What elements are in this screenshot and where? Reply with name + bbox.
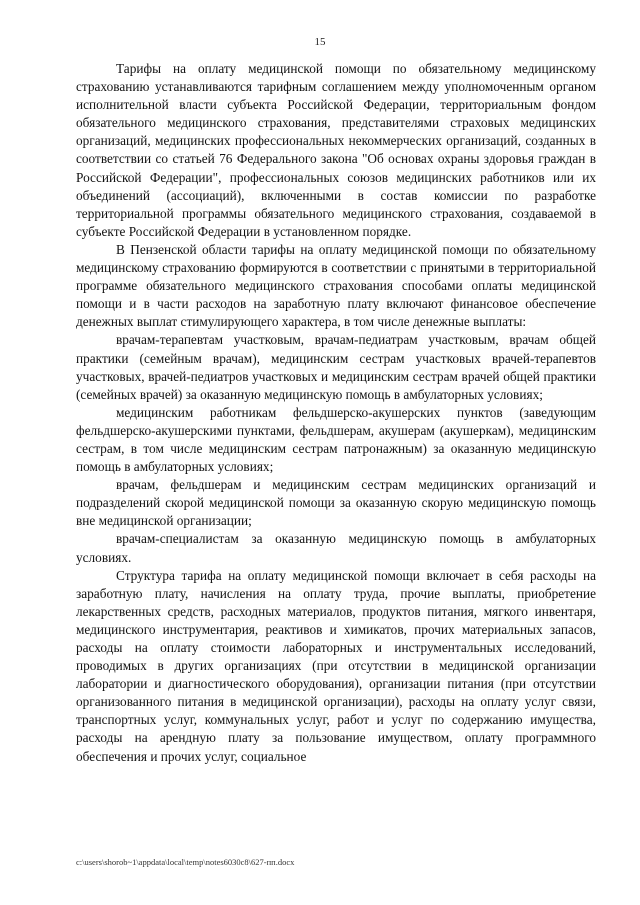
paragraph-specialists: врачам-специалистам за оказанную медицинскую помощь в амбулаторных условиях. bbox=[76, 531, 596, 565]
document-body bbox=[76, 60, 596, 766]
paragraph-feldsher-stations: медицинским работникам фельдшерско-акушерских пунктов (заведующим фельдшерско-акушерскими пунктами, фельдшерам, акушерам (акушеркам), медицинским сестрам, в том числе медицинским сестрам патронажным) за оказанную медицинскую помощь в амбулаторных условиях; bbox=[76, 404, 596, 475]
paragraph-emergency-care: врачам, фельдшерам и медицинским сестрам медицинских организаций и подразделений скорой медицинской помощи за оказанную скорую медицинскую помощь вне медицинской организации; bbox=[76, 477, 596, 529]
paragraph-tariff-structure: Структура тарифа на оплату медицинской помощи включает в себя расходы на заработную плату, начисления на оплату труда, прочие выплаты, приобретение лекарственных средств, расходных материалов, продуктов питания, мягкого инвентаря, медицинского инструментария, реактивов и химикатов, прочих материальных запасов, расходы на оплату стоимости лабораторных и инструментальных исследований, проводимых в других организациях (при отсутствии в медицинской организации лаборатории и диагностического оборудования), организации питания (при отсутствии организованного питания в медицинской организации), расходы на оплату услуг связи, транспортных услуг, коммунальных услуг, работ и услуг по содержанию имущества, расходы на арендную плату за пользование имуществом, оплату программного обеспечения и прочих услуг, социальное bbox=[76, 567, 596, 764]
paragraph-tariff-agreement: Тарифы на оплату медицинской помощи по обязательному медицинскому страхованию устанавливаются тарифным соглашением между уполномоченным органом исполнительной власти субъекта Российской Федерации, территориальным фондом обязательного медицинского страхования, представителями страховых медицинских организаций, медицинских профессиональных некоммерческих организаций, созданных в соответствии со статьей 76 Федерального закона "Об основах охраны здоровья граждан в Российской Федерации", профессиональных союзов медицинских работников или их объединений (ассоциаций), включенными в состав комиссии по разработке территориальной программы обязательного медицинского страхования, создаваемой в субъекте Российской Федерации в установленном порядке. bbox=[76, 61, 596, 239]
paragraph-penza-tariffs: В Пензенской области тарифы на оплату медицинской помощи по обязательному медицинскому страхованию формируются в соответствии с принятыми в территориальной программе обязательного медицинского страхования способами оплаты медицинской помощи и в части расходов на заработную плату включают финансовое обеспечение денежных выплат стимулирующего характера, в том числе денежные выплаты: bbox=[76, 241, 596, 330]
file-path-footer: c:\users\shorob~1\appdata\local\temp\notes6030c8\627-пп.docx bbox=[76, 857, 295, 867]
page-number: 15 bbox=[314, 36, 326, 48]
paragraph-district-doctors: врачам-терапевтам участковым, врачам-педиатрам участковым, врачам общей практики (семейным врачам), медицинским сестрам участковых врачей-терапевтов участковых, врачей-педиатров участковых и медицинским сестрам врачей общей практики (семейных врачей) за оказанную медицинскую помощь в амбулаторных условиях; bbox=[76, 332, 596, 402]
